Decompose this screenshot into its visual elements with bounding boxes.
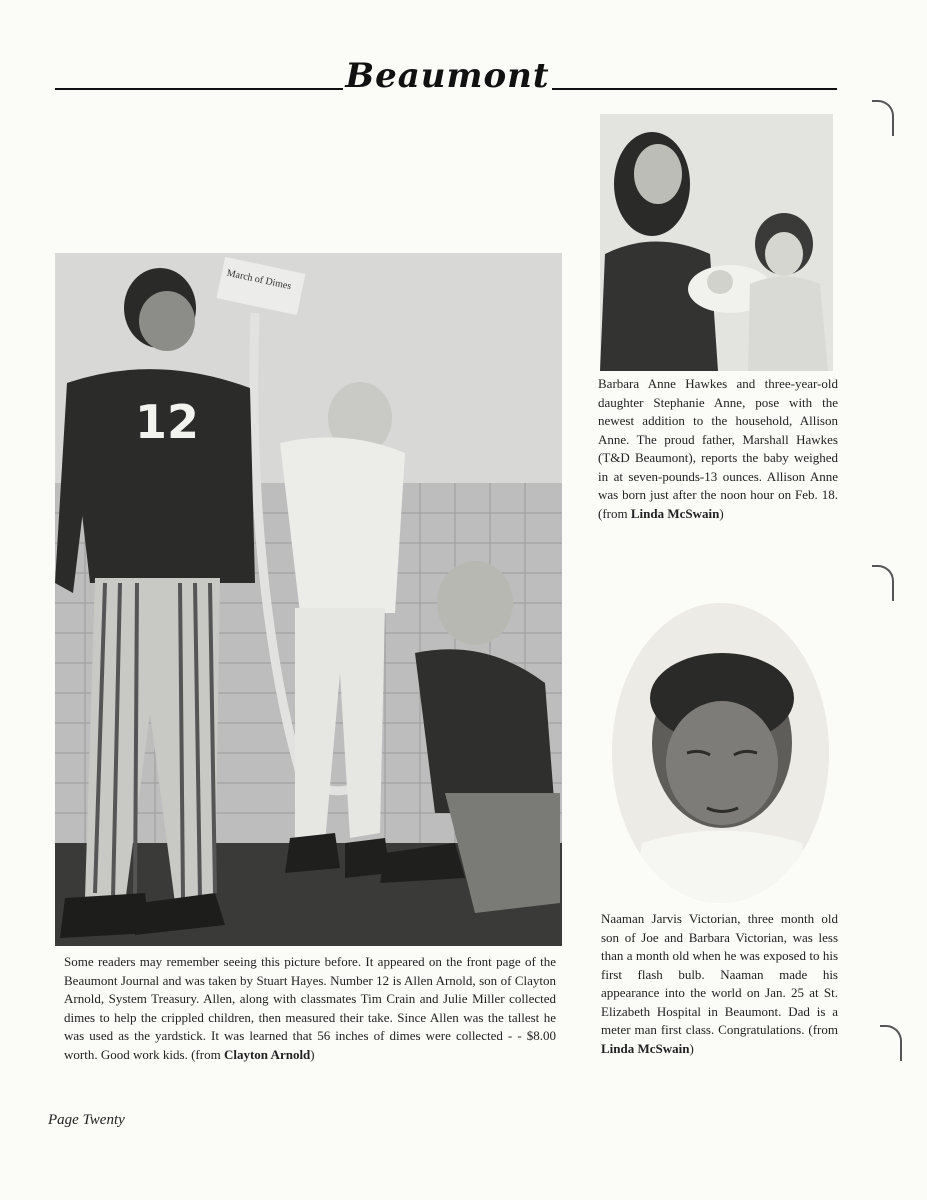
caption-main-end: ) (310, 1046, 315, 1062)
binder-hole-mark (872, 100, 894, 136)
photo-baby-naaman (612, 603, 829, 903)
caption-baby-photo (601, 910, 838, 1058)
caption-baby-end: ) (689, 1040, 694, 1056)
page-number: Page Twenty (48, 1112, 125, 1128)
caption-family-text: Barbara Anne Hawkes and three-year-old daughter Stephanie Anne, pose with the newest addition to the household, Allison Anne. The proud father, Marshall Hawkes (T&D Beaumont), reports the baby weighed in at seven-pounds-13 ounces. Allison Anne was born just after the noon hour on Feb. 18. (from (598, 376, 838, 521)
caption-main-photo (64, 953, 556, 1064)
binder-hole-mark (872, 565, 894, 601)
header-rule-left (55, 88, 343, 90)
jersey-number-text: 12 (135, 395, 200, 449)
photo-baby-naaman-art (612, 603, 829, 903)
caption-baby-credit: Linda McSwain (601, 1040, 690, 1056)
header-rule-right (552, 88, 837, 90)
caption-main-text: Some readers may remember seeing this picture before. It appeared on the front page of the Beaumont Journal and was taken by Stuart Hayes. Number 12 is Allen Arnold, son of Clayton Arnold, System Treasury. Allen, along with classmates Tim Crain and Julie Miller collected dimes to help the crippled children, then measured their take. Since Allen was the tallest he was used as the yardstick. It was learned that 56 inches of dimes were collected - - $8.00 worth. Good work kids. (from (64, 954, 556, 1062)
section-title: Beaumont (345, 56, 550, 96)
caption-main-credit: Clayton Arnold (223, 1046, 311, 1062)
binder-hole-mark (880, 1025, 902, 1061)
dimes-sign-text: March of Dimes (225, 267, 293, 293)
photo-children-measuring-dimes-art (55, 253, 562, 946)
caption-family-photo (598, 375, 838, 523)
photo-hawkes-family (600, 114, 833, 371)
caption-family-end: ) (719, 505, 724, 521)
photo-hawkes-family-art (600, 114, 833, 371)
caption-family-credit: Linda McSwain (630, 505, 720, 521)
photo-children-measuring-dimes (55, 253, 562, 946)
caption-baby-text: Naaman Jarvis Victorian, three month old son of Joe and Barbara Victorian, was less than a month old when he was exposed to his first flash bulb. Naaman made his appearance into the world on Jan. 25 at St. Elizabeth Hospital in Beaumont. Dad is a meter man first class. Congratulations. (from (601, 911, 838, 1037)
